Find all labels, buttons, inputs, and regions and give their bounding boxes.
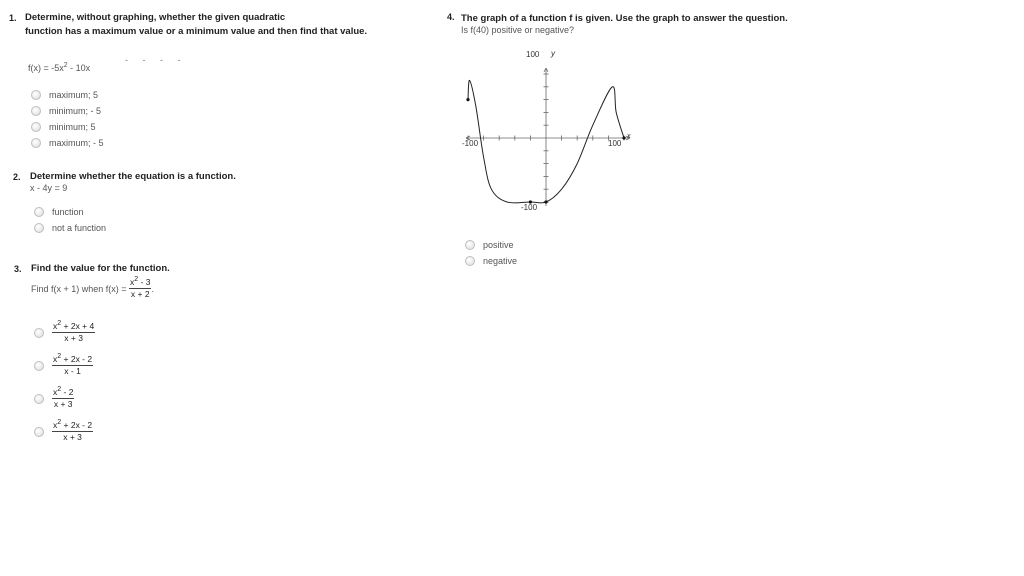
q1-option[interactable]: [31, 119, 104, 135]
q3-prompt: Find f(x + 1) when f(x) = $\frac{x^2 - 3}{x + 2}$ .: [31, 276, 154, 299]
radio-button[interactable]: [31, 90, 41, 100]
radio-button[interactable]: [34, 394, 44, 404]
option-label: not a function: [52, 223, 107, 233]
q3-option[interactable]: [34, 316, 95, 349]
y-axis-min-label: -100: [521, 203, 538, 212]
y-axis-max-label: 100: [526, 50, 540, 59]
radio-button[interactable]: [34, 328, 44, 338]
curve-point: [622, 136, 625, 139]
radio-button[interactable]: [34, 361, 44, 371]
q4-option[interactable]: [465, 237, 517, 253]
q4-function-graph: [455, 42, 645, 222]
option-fraction: $\frac{x^2 + 2x - 2}{x - 1}$: [53, 353, 93, 376]
option-label: maximum; - 5: [49, 138, 104, 148]
q1-number: 1.: [9, 13, 17, 23]
radio-button[interactable]: [34, 207, 44, 217]
q1-title-line1: Determine, without graphing, whether the given quadratic: [25, 12, 286, 23]
option-label: minimum; 5: [49, 122, 96, 132]
radio-button[interactable]: [31, 138, 41, 148]
q2-option[interactable]: [34, 220, 106, 236]
radio-button[interactable]: [31, 106, 41, 116]
q2-equation: x - 4y = 9: [30, 183, 68, 193]
q3-options: [34, 316, 95, 448]
curve-point: [544, 200, 547, 203]
q1-option[interactable]: [31, 87, 104, 103]
x-axis-name: x: [627, 133, 631, 140]
radio-button[interactable]: [465, 256, 475, 266]
q3-number: 3.: [14, 264, 22, 274]
radio-button[interactable]: [34, 223, 44, 233]
option-label: maximum; 5: [49, 90, 99, 100]
q2-title: Determine whether the equation is a function.: [30, 171, 236, 182]
q1-option[interactable]: [31, 103, 104, 119]
q4-title: The graph of a function f is given. Use the graph to answer the question.: [461, 13, 788, 24]
option-label: minimum; - 5: [49, 106, 102, 116]
q3-given-fraction: $\frac{x^2 - 3}{x + 2}$: [130, 276, 151, 299]
q1-equation: $f(x) = -5x^2 - 10x$: [28, 62, 91, 73]
option-fraction: $\frac{x^2 + 2x + 4}{x + 3}$: [53, 320, 95, 343]
q3-option[interactable]: [34, 349, 95, 382]
q1-title: [25, 11, 367, 39]
radio-button[interactable]: [34, 427, 44, 437]
option-label: positive: [483, 240, 514, 250]
q3-option[interactable]: [34, 415, 95, 448]
q2-number: 2.: [13, 172, 21, 182]
q4-number: 4.: [447, 12, 455, 22]
q3-title: Find the value for the function.: [31, 263, 170, 274]
graph-axes: [466, 68, 630, 206]
y-axis-name: y: [551, 49, 555, 58]
option-fraction: $\frac{x^2 - 2}{x + 3}$: [53, 386, 74, 409]
q1-title-line2: function has a maximum value or a minimum value and then find that value.: [25, 26, 368, 37]
q1-option[interactable]: [31, 135, 104, 151]
q4-option[interactable]: [465, 253, 517, 269]
curve-point: [466, 98, 469, 101]
q1-decorative-dots: - - - -: [125, 55, 187, 65]
q3-option[interactable]: [34, 382, 95, 415]
x-axis-min-label: -100: [462, 139, 479, 148]
option-fraction: $\frac{x^2 + 2x - 2}{x + 3}$: [53, 419, 93, 442]
x-axis-max-label: 100: [608, 139, 622, 148]
q2-options: [34, 204, 106, 236]
q1-options: [31, 87, 104, 151]
radio-button[interactable]: [465, 240, 475, 250]
option-label: negative: [483, 256, 518, 266]
q2-option[interactable]: [34, 204, 106, 220]
q4-subtitle: Is f(40) positive or negative?: [461, 25, 575, 35]
q4-options: [465, 237, 517, 269]
radio-button[interactable]: [31, 122, 41, 132]
option-label: function: [52, 207, 84, 217]
